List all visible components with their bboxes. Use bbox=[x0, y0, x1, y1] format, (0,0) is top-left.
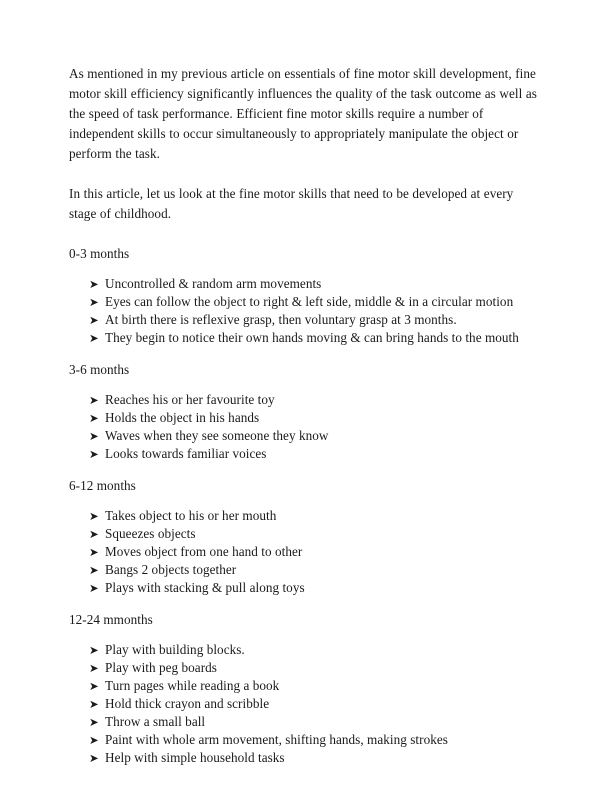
section-spacer bbox=[69, 597, 541, 610]
section-spacer bbox=[69, 347, 541, 360]
arrow-bullet-icon: ➤ bbox=[89, 679, 99, 693]
bullet-list-6-12-months bbox=[69, 507, 541, 597]
list-item-label: They begin to notice their own hands moving & can bring hands to the mouth bbox=[105, 330, 519, 345]
bullet-list-12-24-months bbox=[69, 641, 541, 767]
section-spacer bbox=[69, 463, 541, 476]
list-item bbox=[69, 293, 541, 311]
arrow-bullet-icon: ➤ bbox=[89, 295, 99, 309]
list-item-label: Throw a small ball bbox=[105, 714, 206, 729]
arrow-bullet-icon: ➤ bbox=[89, 411, 99, 425]
arrow-bullet-icon: ➤ bbox=[89, 751, 99, 765]
list-item bbox=[69, 695, 541, 713]
list-item-label: Squeezes objects bbox=[105, 526, 196, 541]
arrow-bullet-icon: ➤ bbox=[89, 393, 99, 407]
list-item bbox=[69, 659, 541, 677]
list-item-label: Uncontrolled & random arm movements bbox=[105, 276, 322, 291]
section-heading-12-24-months: 12-24 mmonths bbox=[69, 612, 153, 627]
list-item-label: Paint with whole arm movement, shifting hands, making strokes bbox=[105, 732, 448, 747]
list-item-label: Reaches his or her favourite toy bbox=[105, 392, 275, 407]
list-item-label: Takes object to his or her mouth bbox=[105, 508, 277, 523]
list-item bbox=[69, 311, 541, 329]
arrow-bullet-icon: ➤ bbox=[89, 527, 99, 541]
arrow-bullet-icon: ➤ bbox=[89, 277, 99, 291]
section-heading-6-12-months: 6-12 months bbox=[69, 478, 136, 493]
list-spacer bbox=[69, 630, 541, 641]
list-item bbox=[69, 391, 541, 409]
paragraph-spacer bbox=[69, 224, 541, 244]
arrow-bullet-icon: ➤ bbox=[89, 643, 99, 657]
list-item-label: Eyes can follow the object to right & left side, middle & in a circular motion bbox=[105, 294, 514, 309]
list-item bbox=[69, 579, 541, 597]
list-item bbox=[69, 409, 541, 427]
paragraph-spacer bbox=[69, 164, 541, 184]
arrow-bullet-icon: ➤ bbox=[89, 563, 99, 577]
list-item-label: Hold thick crayon and scribble bbox=[105, 696, 270, 711]
arrow-bullet-icon: ➤ bbox=[89, 715, 99, 729]
list-item bbox=[69, 641, 541, 659]
arrow-bullet-icon: ➤ bbox=[89, 313, 99, 327]
list-item bbox=[69, 561, 541, 579]
intro-paragraph-2: In this article, let us look at the fine motor skills that need to be developed at every stage of childhood. bbox=[69, 186, 514, 221]
arrow-bullet-icon: ➤ bbox=[89, 581, 99, 595]
list-item-label: Plays with stacking & pull along toys bbox=[105, 580, 305, 595]
list-item-label: Holds the object in his hands bbox=[105, 410, 260, 425]
intro-paragraph-1: As mentioned in my previous article on essentials of fine motor skill development, fine motor skill efficiency significantly influences the quality of the task outcome as well as the speed of task performance. Efficient fine motor skills require a number of independent skills to occur simultaneously to appropriately manipulate the object or perform the task. bbox=[69, 66, 537, 161]
list-item bbox=[69, 749, 541, 767]
list-item-label: Bangs 2 objects together bbox=[105, 562, 237, 577]
arrow-bullet-icon: ➤ bbox=[89, 447, 99, 461]
list-item bbox=[69, 543, 541, 561]
list-item-label: Moves object from one hand to other bbox=[105, 544, 303, 559]
list-item bbox=[69, 525, 541, 543]
list-item bbox=[69, 677, 541, 695]
arrow-bullet-icon: ➤ bbox=[89, 509, 99, 523]
list-item-label: Looks towards familiar voices bbox=[105, 446, 267, 461]
list-item bbox=[69, 713, 541, 731]
list-item-label: At birth there is reflexive grasp, then voluntary grasp at 3 months. bbox=[105, 312, 457, 327]
list-item bbox=[69, 329, 541, 347]
list-item-label: Help with simple household tasks bbox=[105, 750, 285, 765]
list-spacer bbox=[69, 264, 541, 275]
section-heading-3-6-months: 3-6 months bbox=[69, 362, 130, 377]
arrow-bullet-icon: ➤ bbox=[89, 661, 99, 675]
arrow-bullet-icon: ➤ bbox=[89, 331, 99, 345]
list-item-label: Turn pages while reading a book bbox=[105, 678, 280, 693]
arrow-bullet-icon: ➤ bbox=[89, 697, 99, 711]
list-item bbox=[69, 731, 541, 749]
list-item-label: Waves when they see someone they know bbox=[105, 428, 329, 443]
list-item bbox=[69, 507, 541, 525]
list-item bbox=[69, 275, 541, 293]
list-item bbox=[69, 427, 541, 445]
arrow-bullet-icon: ➤ bbox=[89, 545, 99, 559]
section-heading-0-3-months: 0-3 months bbox=[69, 246, 130, 261]
list-item bbox=[69, 445, 541, 463]
arrow-bullet-icon: ➤ bbox=[89, 733, 99, 747]
list-spacer bbox=[69, 380, 541, 391]
document-body bbox=[69, 64, 541, 767]
list-item-label: Play with peg boards bbox=[105, 660, 217, 675]
list-item-label: Play with building blocks. bbox=[105, 642, 245, 657]
bullet-list-3-6-months bbox=[69, 391, 541, 463]
bullet-list-0-3-months bbox=[69, 275, 541, 347]
arrow-bullet-icon: ➤ bbox=[89, 429, 99, 443]
list-spacer bbox=[69, 496, 541, 507]
